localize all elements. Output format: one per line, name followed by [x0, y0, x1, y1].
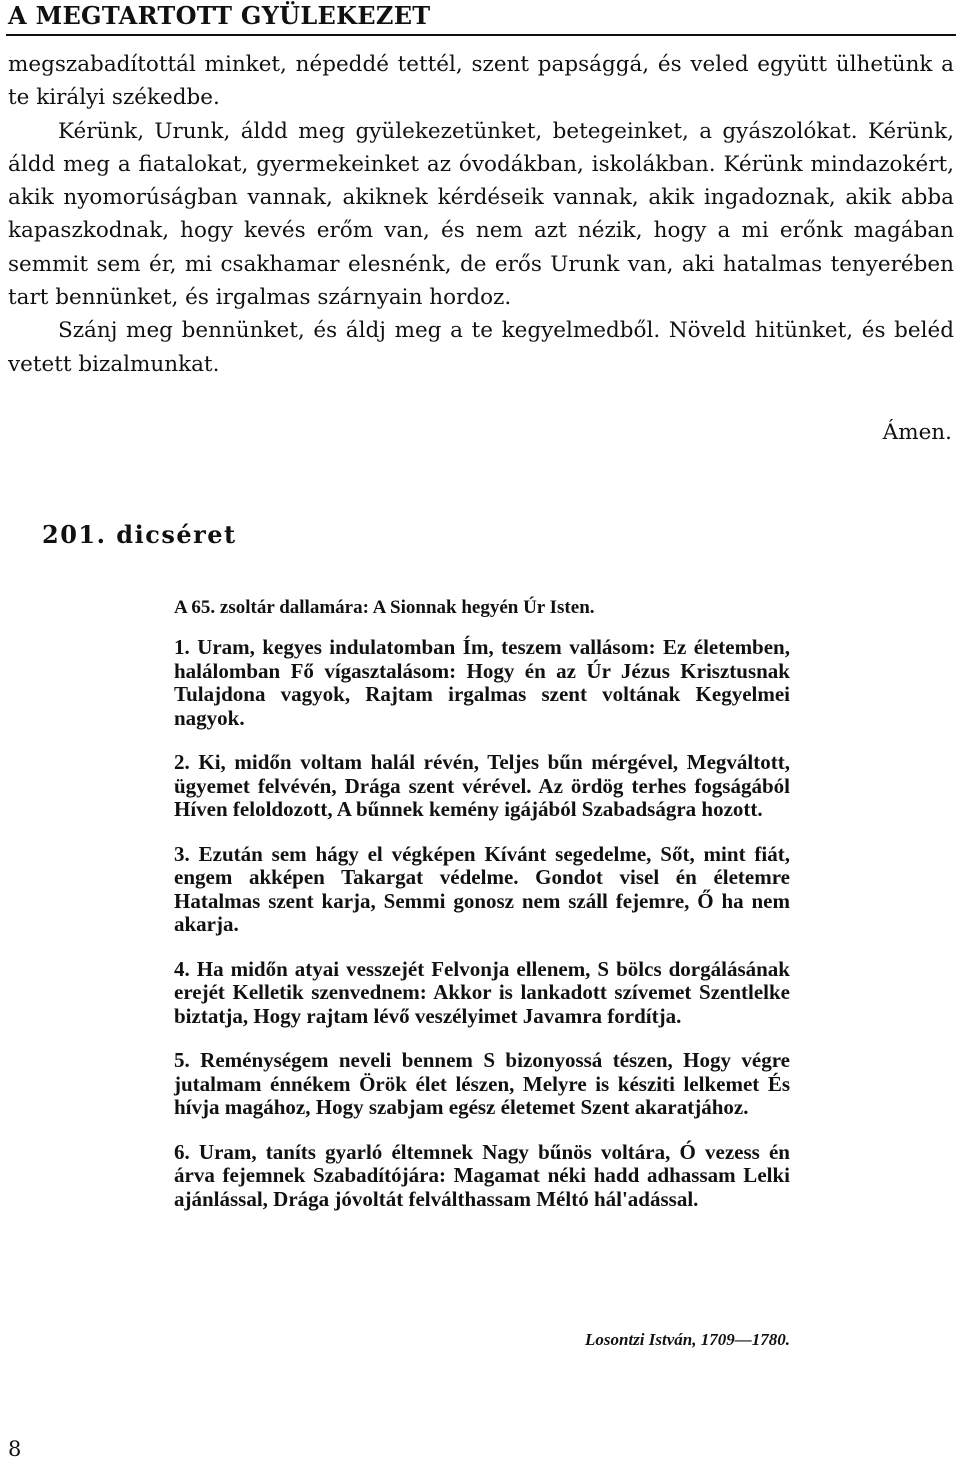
prayer-paragraph: megszabadítottál minket, népeddé tettél, szent papsággá, és veled együtt ülhetünk a te királyi székedbe. [8, 52, 954, 111]
running-header [6, 0, 956, 36]
prayer-paragraph: Szánj meg bennünket, és áldj meg a te kegyelmedből. Növeld hitünket, és beléd vetett bizalmunkat. [8, 318, 954, 377]
prayer-paragraph: Kérünk, Urunk, áldd meg gyülekezetünket, betegeinket, a gyászolókat. Kérünk, áldd meg a fiatalokat, gyermekeinket az óvodákban, iskolákban. Kérünk mindazokért, akik nyomorúságban vannak, akiknek kérdéseik vannak, akik ingadoznak, akik abba kapaszkodnak, hogy kevés erőm van, és nem azt nézik, hogy a mi erőnk magában semmit sem ér, mi csakhamar elesnénk, de erős Urunk van, aki hatalmas tenyerében tart bennünket, és irgalmas szárnyain hordoz. [8, 118, 954, 311]
hymn-verse: 4. Ha midőn atyai vesszejét Felvonja ellenem, S bölcs dorgálásának erejét Kelletik szenvednem: Akkor is lankadott szívemet Szentlelke biztatja, Hogy rajtam lévő veszélyimet Javamra fordítja. [174, 956, 790, 1028]
prayer-text [8, 48, 954, 381]
hymn-verse: 3. Ezután sem hágy el végképen Kívánt segedelme, Sőt, mint fiát, engem akképen Takargat védelme. Gondot visel én életemre Hatalmas szent karja, Semmi gonosz nem száll fejemre, Ő ha nem akarja. [174, 841, 790, 936]
header-title: A MEGTARTOTT GYÜLEKEZET [8, 1, 431, 30]
hymn-text [174, 596, 790, 1232]
hymn-verse: 2. Ki, midőn voltam halál révén, Teljes bűn mérgével, Megváltott, ügyemet felvévén, Drága szent vérével. Az ördög terhes fogságából Híven feloldozott, A bűnnek kemény igájából Szabadságra hozott. [174, 750, 790, 821]
hymn-verse: 6. Uram, taníts gyarló éltemnek Nagy bűnös voltára, Ó vezess én árva fejemnek Szabadítójára: Magamat néki hadd adhassam Lelki ajánlással, Drága jóvoltát felválthassam Méltó hál'adással. [174, 1139, 790, 1211]
hymn-verse: 5. Reménységem neveli bennem S bizonyossá tészen, Hogy végre jutalmam énnékem Örök élet lészen, Melyre is késziti lelkemet És hívja magához, Hogy szabjam egész életemet Szent akaratjához. [174, 1048, 790, 1119]
hymn-author: Losontzi István, 1709—1780. [585, 1330, 790, 1349]
page-number: 8 [8, 1437, 22, 1461]
hymn-melody-note: A 65. zsoltár dallamára: A Sionnak hegyén Úr Isten. [174, 597, 595, 618]
prayer-closing: Ámen. [882, 420, 952, 445]
hymn-heading: 201. dicséret [42, 520, 237, 549]
hymn-verse: 1. Uram, kegyes indulatomban Ím, teszem vallásom: Ez életemben, halálomban Fő vígasztalásom: Hogy én az Úr Jézus Krisztusnak Tulajdona vagyok, Rajtam irgalmas szent voltának Kegyelmei nagyok. [174, 635, 790, 730]
